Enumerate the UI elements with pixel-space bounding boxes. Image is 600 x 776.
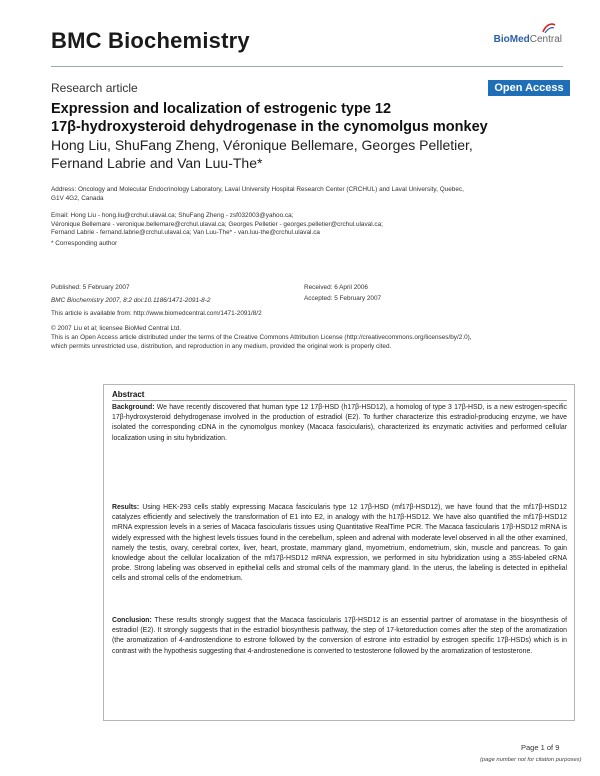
abstract-conclusion <box>112 616 567 657</box>
header-divider <box>51 66 563 67</box>
accepted-date: Accepted: 5 February 2007 <box>304 295 382 302</box>
article-type: Research article <box>51 81 138 95</box>
results-label: Results: <box>112 504 140 511</box>
affiliation-address <box>51 186 576 203</box>
biomed-central-logo <box>494 34 562 46</box>
background-text: We have recently discovered that human type 12 17β-HSD (h17β-HSD12), a homolog of type 3 17β-HSD, is a new estrogen-specific 17β-hydroxysteroid dehydrogenase involved in the production of estradiol (E2). To further characterize this estradiol-producing enzyme, we have isolated the corresponding cDNA in the cynomolgus monkey (Macaca fascicularis), characterized its enzymatic activities and performed cellular localization using in situ hybridization. <box>112 404 567 442</box>
conclusion-label: Conclusion: <box>112 617 152 624</box>
email-line: Véronique Bellemare - veronique.bellemare@crchul.ulaval.ca; Georges Pelletier - georges.pelletier@crchul.ulaval.ca; <box>51 220 383 228</box>
license-line: which permits unrestricted use, distribution, and reproduction in any medium, provided the original work is properly cited. <box>51 342 392 350</box>
logo-biomed: BioMed <box>493 34 530 45</box>
background-label: Background: <box>112 404 155 411</box>
copyright-notice: © 2007 Liu et al; licensee BioMed Central Ltd. <box>51 325 182 332</box>
license-notice <box>51 334 576 351</box>
title-line: 17β-hydroxysteroid dehydrogenase in the cynomolgus monkey <box>51 118 488 135</box>
abstract-background <box>112 403 567 444</box>
title-line: Expression and localization of estrogenic type 12 <box>51 101 392 117</box>
abstract-results <box>112 503 567 585</box>
page-number: Page 1 of 9 <box>521 743 560 752</box>
email-line: Email: Hong Liu - hong.liu@crchul.ulaval.ca; ShuFang Zheng - zsf032003@yahoo.ca; <box>51 212 294 219</box>
published-date: Published: 5 February 2007 <box>51 284 130 291</box>
open-access-badge: Open Access <box>488 80 570 96</box>
authors-line: Hong Liu, ShuFang Zheng, Véronique Bellemare, Georges Pelletier, <box>51 137 473 153</box>
article-title <box>51 101 551 136</box>
abstract-heading: Abstract <box>112 390 145 399</box>
address-line: Address: Oncology and Molecular Endocrinology Laboratory, Laval University Hospital Research Center (CRCHUL) and Laval University, Quebec, <box>51 186 464 193</box>
author-list <box>51 137 511 172</box>
page-number-note: (page number not for citation purposes) <box>480 757 582 763</box>
journal-title: BMC Biochemistry <box>51 28 250 53</box>
author-emails <box>51 212 576 238</box>
address-line: G1V 4G2, Canada <box>51 194 104 202</box>
conclusion-text: These results strongly suggest that the Macaca fascicularis 17β-HSD12 is an essential partner of aromatase in the biosynthesis of estradiol (E2). It strongly suggests that in the estradiol biosynthesis pathway, the step of 17-ketoreduction comes after the step of the aromatization (the aromatization of 4-androstendione to estrone followed by the conversion of estrone into estradiol by estrogen specific 17β-HSDs) which is in contrast with the hypothesis suggesting that 4-androstenedione is converted to testosterone followed by the aromatization of testosterone. <box>112 617 567 655</box>
results-text: Using HEK-293 cells stably expressing Macaca fascicularis type 12 17β-HSD (mf17β-HSD12), we have found that the mf17β-HSD12 catalyzes efficiently and selectively the transformation of E1 into E2, in analogy with the h17β-HSD12. We have also quantified the mf17β-HSD12 mRNA expression levels in a series of Macaca fascicularis tissues using Quantitative RealTime PCR. The Macaca fascicularis 17β-HSD12 mRNA is widely expressed with the highest levels tissues found in the cerebellum, spleen and adrenal with moderate level observed in all the other examined, namely the testis, ovary, cerebral cortex, liver, heart, prostate, mammary gland, myometrium, endometrium, skin, muscle and pancreas. To gain knowledge about the cellular localization of the mf17β-HSD12 mRNA expression, we performed in situ hybridization using a 35S-labeled cRNA probe. Strong labeling was observed in epithelial cells and stromal cells of the mammary gland. In the uterus, the labeling is detected in epithelial cells and stromal cells of the endometrium. <box>112 504 567 583</box>
logo-swirl-icon <box>542 22 556 34</box>
received-date: Received: 6 April 2006 <box>304 284 368 291</box>
logo-central: Central <box>529 34 562 45</box>
license-line: This is an Open Access article distributed under the terms of the Creative Commons Attribution License (http://creativecommons.org/licenses/by/2.0), <box>51 334 472 341</box>
corresponding-author-note: * Corresponding author <box>51 240 118 247</box>
email-line: Fernand Labrie - fernand.labrie@crchul.ulaval.ca; Van Luu-The* - van.luu-the@crchul.ulaval.ca <box>51 229 320 237</box>
citation: BMC Biochemistry 2007, 8:2 doi:10.1186/1471-2091-8-2 <box>51 297 211 304</box>
article-url[interactable]: This article is available from: http://www.biomedcentral.com/1471-2091/8/2 <box>51 310 262 317</box>
abstract-divider <box>112 400 567 401</box>
authors-line: Fernand Labrie and Van Luu-The* <box>51 154 263 171</box>
